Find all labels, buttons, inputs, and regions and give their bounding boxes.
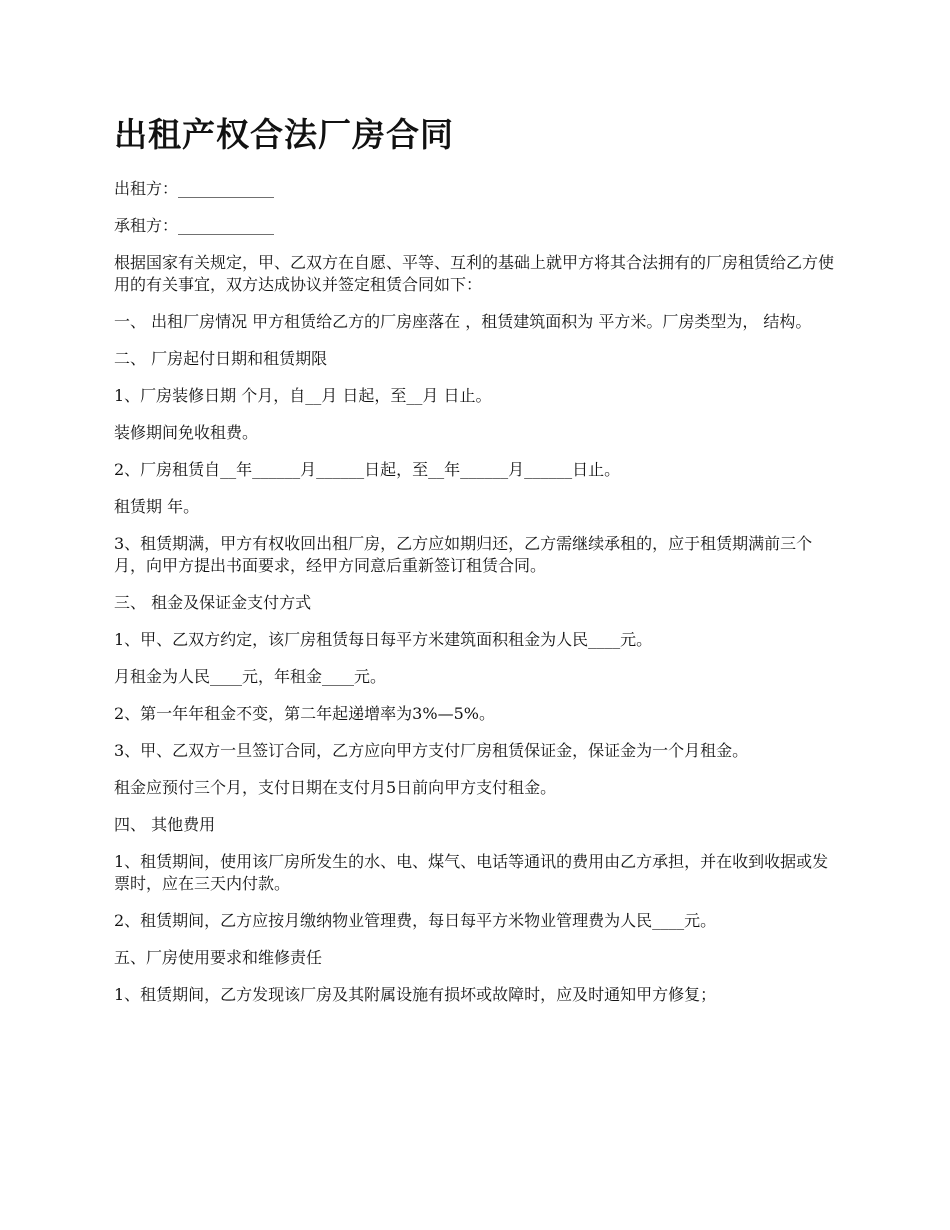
clause-2-1: 1、厂房装修日期 个月，自__月 日起，至__月 日止。	[114, 386, 492, 405]
clause-2-3: 3、租赁期满，甲方有权收回出租厂房，乙方应如期归还，乙方需继续承租的，应于租赁期满前三个月，向甲方提出书面要求，经甲方同意后重新签订租赁合同。	[114, 534, 813, 575]
clause-3-2: 2、第一年年租金不变，第二年起递增率为3%—5%。	[114, 704, 495, 723]
lessor-line: 出租方：____________	[114, 179, 275, 198]
clause-2-2: 2、厂房租赁自__年______月______日起，至__年______月______日止。	[114, 460, 621, 479]
section-1-paragraph: 一、 出租厂房情况 甲方租赁给乙方的厂房座落在 ，租赁建筑面积为 平方米。厂房类型为， 结构。	[114, 312, 812, 331]
section-4-heading: 四、 其他费用	[114, 815, 216, 834]
section-5-heading: 五、厂房使用要求和维修责任	[114, 948, 323, 967]
document-page	[114, 112, 844, 1021]
clause-2-2-note: 租赁期 年。	[114, 497, 200, 516]
clause-3-3: 3、甲、乙双方一旦签订合同，乙方应向甲方支付厂房租赁保证金，保证金为一个月租金。	[114, 741, 749, 760]
clause-4-2: 2、租赁期间，乙方应按月缴纳物业管理费，每日每平方米物业管理费为人民____元。	[114, 911, 717, 930]
clause-3-1: 1、甲、乙双方约定，该厂房租赁每日每平方米建筑面积租金为人民____元。	[114, 630, 653, 649]
clause-3-3-note: 租金应预付三个月，支付日期在支付月5日前向甲方支付租金。	[114, 778, 557, 797]
clause-4-1: 1、租赁期间，使用该厂房所发生的水、电、煤气、电话等通讯的费用由乙方承担，并在收到收据或发票时，应在三天内付款。	[114, 852, 829, 893]
document-title: 出租产权合法厂房合同	[114, 115, 454, 154]
clause-2-1-note: 装修期间免收租费。	[114, 423, 259, 442]
lessee-line: 承租方：____________	[114, 216, 275, 235]
preamble-paragraph: 根据国家有关规定，甲、乙双方在自愿、平等、互利的基础上就甲方将其合法拥有的厂房租赁给乙方使用的有关事宜，双方达成协议并签定租赁合同如下：	[114, 253, 835, 294]
section-3-heading: 三、 租金及保证金支付方式	[114, 593, 312, 612]
clause-5-1: 1、租赁期间，乙方发现该厂房及其附属设施有损坏或故障时，应及时通知甲方修复；	[114, 985, 717, 1004]
clause-3-1-note: 月租金为人民____元，年租金____元。	[114, 667, 387, 686]
section-2-heading: 二、 厂房起付日期和租赁期限	[114, 349, 328, 368]
